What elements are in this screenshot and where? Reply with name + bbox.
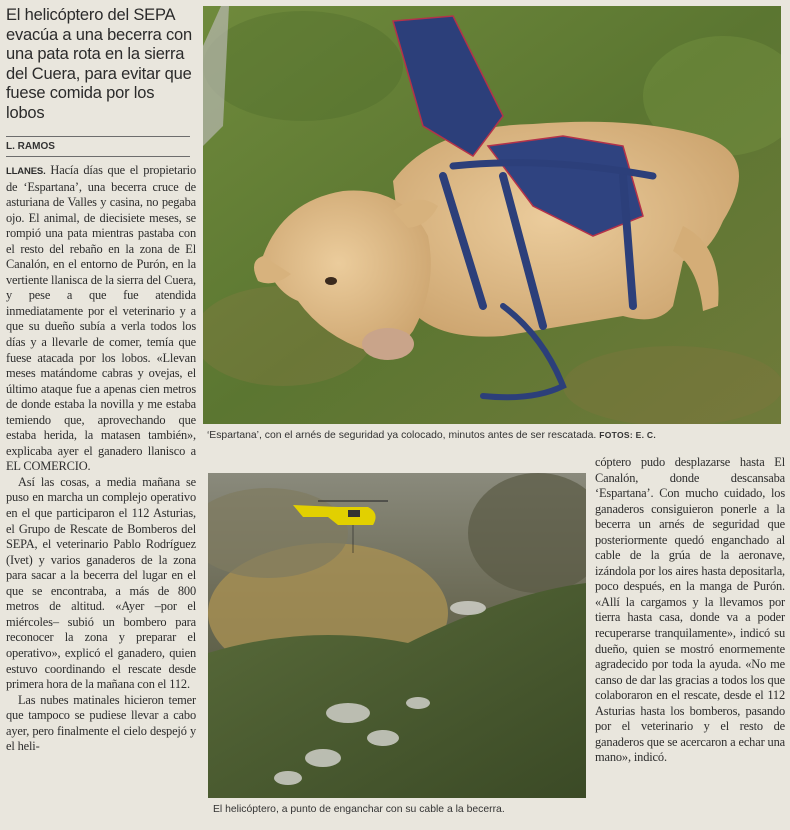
article-column-right	[595, 455, 785, 766]
cow-caption-text: ‘Espartana’, con el arnés de seguridad ya colocado, minutos antes de ser rescatada.	[207, 430, 597, 441]
photo-cow-harness	[203, 6, 781, 424]
paragraph-3: Las nubes matinales hicieron temer que tampoco se pudiese llevar a cabo ayer, pero finalmente el cielo despejó y el heli-	[6, 692, 196, 754]
cow-eye	[325, 277, 337, 285]
article-column-left	[6, 163, 196, 755]
paragraph-1-text: Hacía días que el propietario de ‘Espartana’, una becerra cruce de asturiana de Valles y casina, no pegaba ojo. El animal, de diecisiete meses, se rompió una pata mientras pastaba con el resto del rebaño en la zona de El Canalón, en el entorno de Purón, en la vertiente llanisca de la sierra del Cuera, y pese a que fue atendida inmediatamente por el veterinario y a que su dueño subía a verla todos los días y a llevarle de comer, temía que fuese atacada por los lobos. «Llevan meses matándome cabras y ovejas, el último ataque fue a apenas cien metros de donde estaba la novilla y me estaba temiendo que, aprovechando que estaba herida, la matasen también», explicaba ayer el ganadero llanisco a EL COMERCIO.	[6, 163, 196, 474]
cow-muzzle	[362, 328, 414, 360]
cow-photo-illustration	[203, 6, 781, 424]
paragraph-2: Así las cosas, a media mañana se puso en marcha un complejo operativo en el que participaron el 112 Asturias, el Grupo de Rescate de Bomberos del SEPA, el veterinario Pablo Rodríguez (Ivet) y varios ganaderos de la zona para sacar a la becerra del lugar en el que se encontraba, a más de 800 metros de altitud. «Ayer –por el miércoles– subió un bombero para reconocer la zona y preparar el operativo», explicó el ganadero, quien estuvo coordinando el rescate desde primera hora de la mañana con el 112.	[6, 474, 196, 692]
paragraph-4: cóptero pudo desplazarse hasta El Canalón, donde descansaba ‘Espartana’. Con mucho cuidado, los ganaderos consiguieron ponerle a la becerra un arnés de seguridad que posteriormente quedó enganchado al cable de la grúa de la aeronave, izándola por los aires hasta depositarla, poco después, en la manga de Purón. «Allí la cargamos y la llevamos por tierra hasta casa, donde va a poder recuperarse tranquilamente», indicó su dueño, quien se mostró enormemente agradecido por toda la ayuda. «No me canso de dar las gracias a todos los que colaboraron en el rescate, desde el 112 Asturias hasta los bomberos, pasando por el veterinario y el resto de ganaderos que se acercaron a echar una mano», indicó.	[595, 455, 785, 765]
photo-helicopter	[208, 473, 586, 798]
photo-credit: FOTOS: E. C.	[599, 430, 657, 440]
headline: El helicóptero del SEPA evacúa a una becerra con una pata rota en la sierra del Cuera, para evitar que fuese comida por los lobos	[6, 6, 192, 122]
paragraph-1	[6, 163, 196, 475]
headline-rule	[6, 136, 190, 137]
helicopter-photo-caption: El helicóptero, a punto de enganchar con su cable a la becerra.	[213, 804, 505, 815]
dateline: LLANES.	[6, 166, 46, 177]
helicopter-window	[348, 510, 360, 517]
helicopter-photo-illustration	[208, 473, 586, 798]
byline: L. RAMOS	[6, 141, 55, 152]
cow-photo-caption	[207, 430, 656, 441]
byline-rule	[6, 156, 190, 157]
